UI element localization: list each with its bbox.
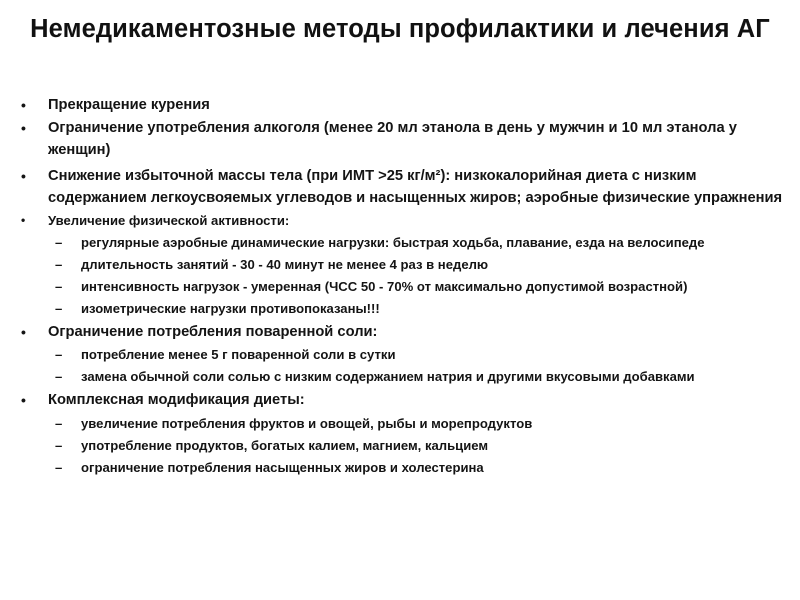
list-item-text: Ограничение употребления алкоголя (менее 20 мл этанола в день у мужчин и 10 мл этанола у женщин) — [48, 120, 737, 158]
sub-item-text: ограничение потребления насыщенных жиров и холестерина — [81, 460, 484, 475]
sub-item — [18, 299, 784, 318]
sub-item-text: употребление продуктов, богатых калием, магнием, кальцием — [81, 438, 489, 453]
list-item-text: Прекращение курения — [48, 97, 210, 113]
sub-item-text: регулярные аэробные динамические нагрузки: быстрая ходьба, плавание, езда на велосипеде — [81, 235, 705, 250]
sub-item-text: длительность занятий - 30 - 40 минут не менее 4 раз в неделю — [81, 257, 489, 272]
bullet-list — [18, 94, 784, 477]
list-item-diet — [18, 389, 784, 411]
bullet-icon: • — [21, 392, 26, 408]
list-item-text: Увеличение физической активности: — [48, 213, 290, 228]
sub-item-text: замена обычной соли солью с низким содержанием натрия и другими вкусовыми добавками — [81, 369, 695, 384]
bullet-icon: • — [21, 120, 26, 136]
list-item-salt — [18, 321, 784, 343]
sub-item — [18, 255, 784, 274]
bullet-icon: • — [21, 213, 26, 227]
sub-item-text: увеличение потребления фруктов и овощей, рыбы и морепродуктов — [81, 416, 533, 431]
sub-item-text: изометрические нагрузки противопоказаны!!! — [81, 301, 380, 316]
dash-icon: – — [55, 416, 63, 431]
sub-item — [18, 458, 784, 477]
list-item-weight — [18, 165, 784, 209]
dash-icon: – — [55, 235, 63, 250]
list-item-smoking — [18, 94, 784, 116]
sub-item — [18, 345, 784, 364]
dash-icon: – — [55, 369, 63, 384]
dash-icon: – — [55, 257, 63, 272]
sub-item-text: интенсивность нагрузок - умеренная (ЧСС 50 - 70% от максимально допустимой возрастной) — [81, 279, 688, 294]
sub-item — [18, 436, 784, 455]
sub-item — [18, 414, 784, 433]
sub-item — [18, 233, 784, 252]
list-item-alcohol — [18, 117, 784, 161]
list-item-activity — [18, 211, 784, 230]
list-item-text: Комплексная модификация диеты: — [48, 392, 305, 408]
bullet-icon: • — [21, 324, 26, 340]
bullet-icon: • — [21, 168, 26, 184]
dash-icon: – — [55, 460, 63, 475]
list-item-text: Снижение избыточной массы тела (при ИМТ >25 кг/м²): низкокалорийная диета с низким содержанием легкоусвояемых углеводов и насыщенных жиров; аэробные физические упражнения — [48, 168, 783, 206]
bullet-icon: • — [21, 97, 26, 113]
list-item-text: Ограничение потребления поваренной соли: — [48, 324, 378, 340]
dash-icon: – — [55, 301, 63, 316]
dash-icon: – — [55, 438, 63, 453]
sub-item — [18, 277, 784, 296]
sub-item — [18, 367, 784, 386]
dash-icon: – — [55, 347, 63, 362]
dash-icon: – — [55, 279, 63, 294]
sub-item-text: потребление менее 5 г поваренной соли в сутки — [81, 347, 396, 362]
slide-title: Немедикаментозные методы профилактики и лечения АГ — [30, 15, 770, 43]
